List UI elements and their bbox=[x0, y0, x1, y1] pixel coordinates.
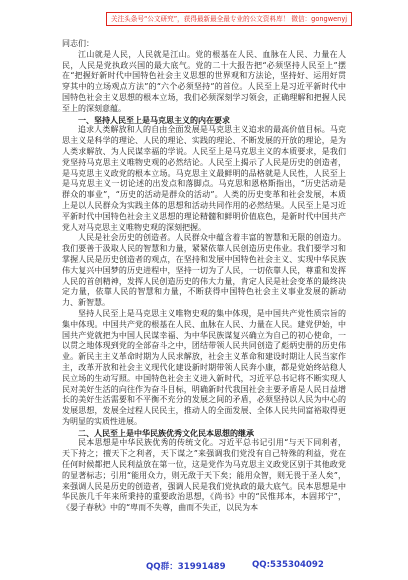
paragraph-people-creators: 人民是社会历史的创造者。人民群众中蕴含着丰富的智慧和无限的创造力。我们要善于汲取人民的智慧和力量，紧紧依靠人民创造历史伟业。我们要学习和掌握人民是历史创造者的观点，在坚持和发展中国特色社会主义、实现中华民族伟大复兴中国梦的历史进程中，坚持一切为了人民，一切依靠人民，尊重和发挥人民的首创精神，发挥人民创造历史的伟大力量，肯定人民是社会变革的最终决定力量，依靠人民的智慧和力量，不断获得中国特色社会主义事业发展的新动力、新智慧。 bbox=[62, 233, 346, 308]
promo-banner bbox=[106, 12, 352, 26]
salutation: 同志们： bbox=[62, 39, 94, 48]
paragraph-intro: 江山就是人民，人民就是江山。党的根基在人民、血脉在人民、力量在人民，人民是党执政兴国的最大底气。党的二十大报告把“必须坚持人民至上”摆在“把握好新时代中国特色社会主义思想的世界观和方法论，坚持好、运用好贯穿其中的立场观点方法”的“六个必须坚持”的首位。人民至上是习近平新时代中国特色社会主义思想的根本立场，我们必须深刻学习领会，正确理解和把握人民至上的深刻意蕴。 bbox=[62, 49, 346, 113]
paragraph-marxism: 追求人类解放和人的自由全面发展是马克思主义追求的最高价值目标。马克思主义是科学的理论、人民的理论、实践的理论、不断发展的开放的理论，是为人类求解放、为人民谋幸福的学说。人民至上是马克思主义的本质要求，是我们党坚持马克思主义唯物史观的必然结论。人民至上揭示了人民是历史的创造者，是马克思主义政党的根本立场。马克思主义最鲜明的品格就是人民性，人民至上是马克思主义一切论述的出发点和落脚点。马克思和恩格斯指出，“历史活动是群众的事业”，“历史的活动是群众的活动”。人类的历史变革和社会发展，本质上是以人民群众为实践主体的思想和活动共同作用的必然结果。人民至上是习近平新时代中国特色社会主义思想的理论精髓和鲜明价值底色，是新时代中国共产党人对马克思主义唯物史观的深刻把握。 bbox=[62, 125, 346, 232]
page-footer bbox=[0, 560, 408, 574]
paragraph-party-nature: 坚持人民至上是马克思主义唯物史观的集中体现，是中国共产党性质宗旨的集中体现。中国共产党的根基在人民、血脉在人民、力量在人民。建党伊始，中国共产党就把为中国人民谋幸福、为中华民族谋复兴确立为自己的初心使命，一以贯之地体现到党的全部奋斗之中，团结带领人民共同创造了彪炳史册的历史伟业。新民主主义革命时期为人民求解放，社会主义革命和建设时期让人民当家作主，改革开放和社会主义现代化建设新时期带领人民奔小康，都是党始终站稳人民立场的生动写照。中国特色社会主义进入新时代，习近平总书记将不断实现人民对美好生活的向往作为奋斗目标，明确新时代我国社会主要矛盾是人民日益增长的美好生活需要和不平衡不充分的发展之间的矛盾，必须坚持以人民为中心的发展思想，发展全过程人民民主，推动人的全面发展、全体人民共同富裕取得更为明显的实质性进展。 bbox=[62, 308, 346, 426]
promo-banner-text: 关注头条号“公文研究”，获得最新最全最专业的公文资料库！ 微信：gongwenyj bbox=[111, 15, 348, 23]
section-heading-2: 二、人民至上是中华民族优秀文化民本思想的继承 bbox=[78, 427, 254, 438]
section-heading-1: 一、坚持人民至上是马克思主义的内在要求 bbox=[78, 114, 230, 125]
document-body bbox=[62, 39, 346, 555]
footer-qq-group: QQ群：31991489 bbox=[146, 562, 226, 572]
paragraph-minben: 民本思想是中华民族优秀的传统文化。习近平总书记引用“与天下同利者，天下持之；擅天下之利者，天下谋之”来强调我们党没有自己特殊的利益，党在任何时候都把人民利益放在第一位，这是党作为马克思主义政党区别于其他政党的显著标志；引用“能用众力，则无敌于天下矣；能用众智，则无畏于圣人矣”，来强调人民是历史的创造者，强调人民是我们党执政的最大底气。民本思想是中华民族几千年来所秉持的重要政治思想，《尚书》中的“民惟邦本，本固邦宁”，《晏子春秋》中的“卑而不失尊，曲而不失正，以民为本 bbox=[62, 438, 346, 513]
footer-qq: QQ:535304092 bbox=[252, 560, 324, 570]
